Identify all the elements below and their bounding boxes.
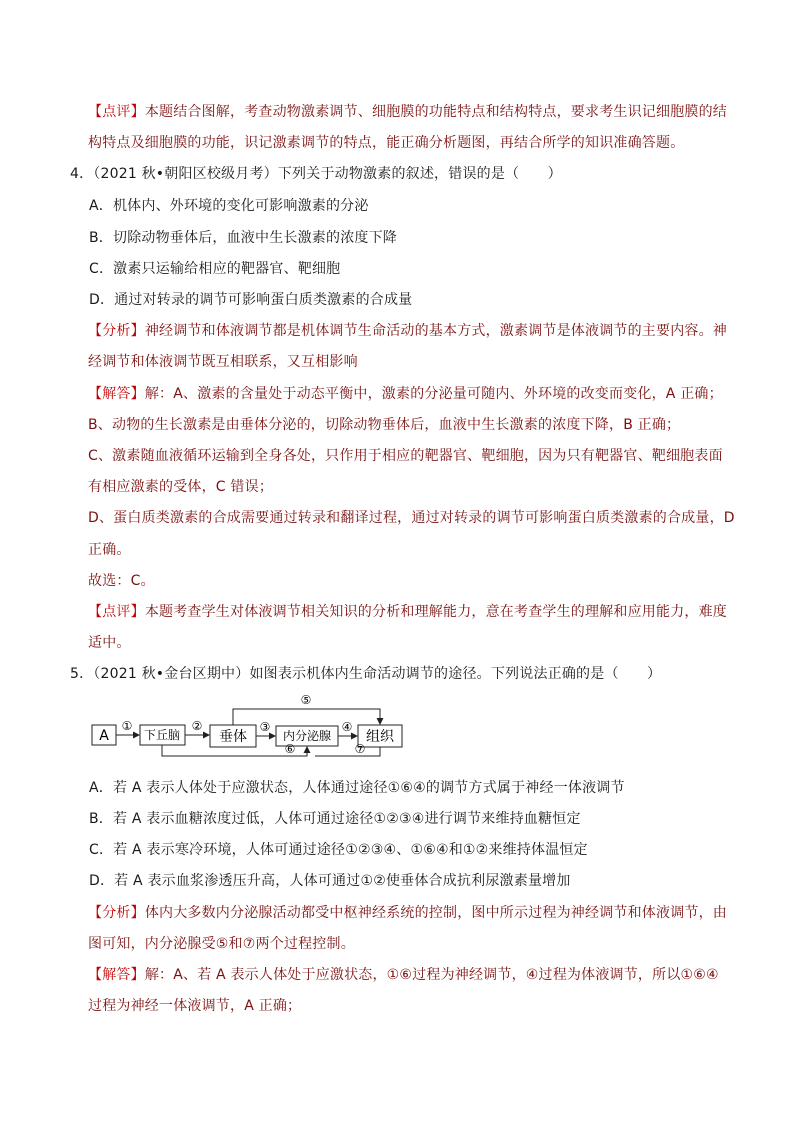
node-endocrine: 内分泌腺 bbox=[282, 729, 332, 743]
q4-answer-line-2: B、动物的生长激素是由垂体分泌的，切除动物垂体后，血液中生长激素的浓度下降，B 正确； bbox=[88, 417, 681, 433]
label-7: ⑦ bbox=[354, 742, 366, 756]
q5-option-a: A．若 A 表示人体处于应激状态，人体通过途径①⑥④的调节方式属于神经一体液调节 bbox=[89, 780, 625, 796]
node-a: A bbox=[99, 728, 109, 744]
review-tag: 【点评】 bbox=[88, 604, 145, 620]
q4-analysis-line-2: 经调节和体液调节既互相联系，又互相影响 bbox=[88, 354, 358, 370]
node-tissue: 组织 bbox=[366, 729, 394, 745]
q5-option-d: D．若 A 表示血浆渗透压升高，人体可通过①②使垂体合成抗利尿激素量增加 bbox=[89, 873, 571, 889]
q5-answer-line-1: 【解答】解：A、若 A 表示人体处于应激状态，①⑥过程为神经调节，④过程为体液调节，所以①⑥④ bbox=[88, 967, 719, 983]
q4-conclusion: 故选：C。 bbox=[88, 573, 155, 589]
q4-review-line-2: 适中。 bbox=[88, 635, 131, 651]
label-6: ⑥ bbox=[284, 742, 296, 756]
q4-option-c: C．激素只运输给相应的靶器官、靶细胞 bbox=[89, 261, 341, 277]
q5-answer-line-2: 过程为神经一体液调节，A 正确； bbox=[88, 998, 302, 1014]
node-pituitary: 垂体 bbox=[219, 729, 247, 745]
label-1: ① bbox=[121, 719, 133, 733]
q4-answer-line-1: 【解答】解：A、激素的含量处于动态平衡中，激素的分泌量可随内、外环境的改变而变化，A 正确； bbox=[88, 386, 723, 402]
node-hypothalamus: 下丘脑 bbox=[143, 728, 181, 742]
q4-option-d: D．通过对转录的调节可影响蛋白质类激素的合成量 bbox=[89, 292, 413, 308]
label-2: ② bbox=[191, 719, 203, 733]
q4-option-b: B．切除动物垂体后，血液中生长激素的浓度下降 bbox=[89, 230, 398, 246]
label-3: ③ bbox=[259, 720, 271, 734]
label-5: ⑤ bbox=[300, 693, 312, 707]
q3-review-line-1: 【点评】本题结合图解，考查动物激素调节、细胞膜的功能特点和结构特点，要求考生识记细胞膜的结 bbox=[88, 104, 728, 120]
regulation-pathway-diagram bbox=[90, 692, 410, 762]
q4-review-line-1: 【点评】本题考查学生对体液调节相关知识的分析和理解能力，意在考查学生的理解和应用能力，难度 bbox=[88, 604, 728, 620]
q5-analysis-line-2: 图可知，内分泌腺受⑤和⑦两个过程控制。 bbox=[88, 936, 355, 952]
q4-option-a: A．机体内、外环境的变化可影响激素的分泌 bbox=[89, 198, 369, 214]
q4-answer-line-5: D、蛋白质类激素的合成需要通过转录和翻译过程，通过对转录的调节可影响蛋白质类激素的合成量，D bbox=[88, 510, 735, 526]
analysis-tag: 【分析】 bbox=[88, 323, 145, 339]
label-4: ④ bbox=[341, 720, 353, 734]
q3-review-line-2: 构特点及细胞膜的功能，识记激素调节的特点，能正确分析题图，再结合所学的知识准确答题。 bbox=[88, 135, 685, 151]
q4-answer-line-3: C、激素随血液循环运输到全身各处，只作用于相应的靶器官、靶细胞，因为只有靶器官、靶细胞表面 bbox=[88, 448, 723, 464]
q5-stem: 5．（2021 秋•金台区期中）如图表示机体内生命活动调节的途径。下列说法正确的是（ ） bbox=[70, 666, 662, 682]
answer-tag: 【解答】 bbox=[88, 967, 145, 983]
q4-stem: 4．（2021 秋•朝阳区校级月考）下列关于动物激素的叙述，错误的是（ ） bbox=[70, 166, 562, 182]
q4-answer-line-4: 有相应激素的受体，C 错误； bbox=[88, 479, 274, 495]
q5-option-c: C．若 A 表示寒冷环境，人体可通过途径①②③④、①⑥④和①②来维持体温恒定 bbox=[89, 842, 588, 858]
analysis-tag: 【分析】 bbox=[88, 905, 145, 921]
review-tag: 【点评】 bbox=[88, 104, 145, 120]
answer-tag: 【解答】 bbox=[88, 386, 145, 402]
q4-analysis-line-1: 【分析】神经调节和体液调节都是机体调节生命活动的基本方式，激素调节是体液调节的主要内容。神 bbox=[88, 323, 728, 339]
arrow-7 bbox=[315, 747, 380, 756]
q5-option-b: B．若 A 表示血糖浓度过低，人体可通过途径①②③④进行调节来维持血糖恒定 bbox=[89, 811, 581, 827]
arrow-5 bbox=[233, 709, 380, 725]
q4-answer-line-6: 正确。 bbox=[88, 542, 131, 558]
q5-analysis-line-1: 【分析】体内大多数内分泌腺活动都受中枢神经系统的控制，图中所示过程为神经调节和体液调节，由 bbox=[88, 905, 728, 921]
